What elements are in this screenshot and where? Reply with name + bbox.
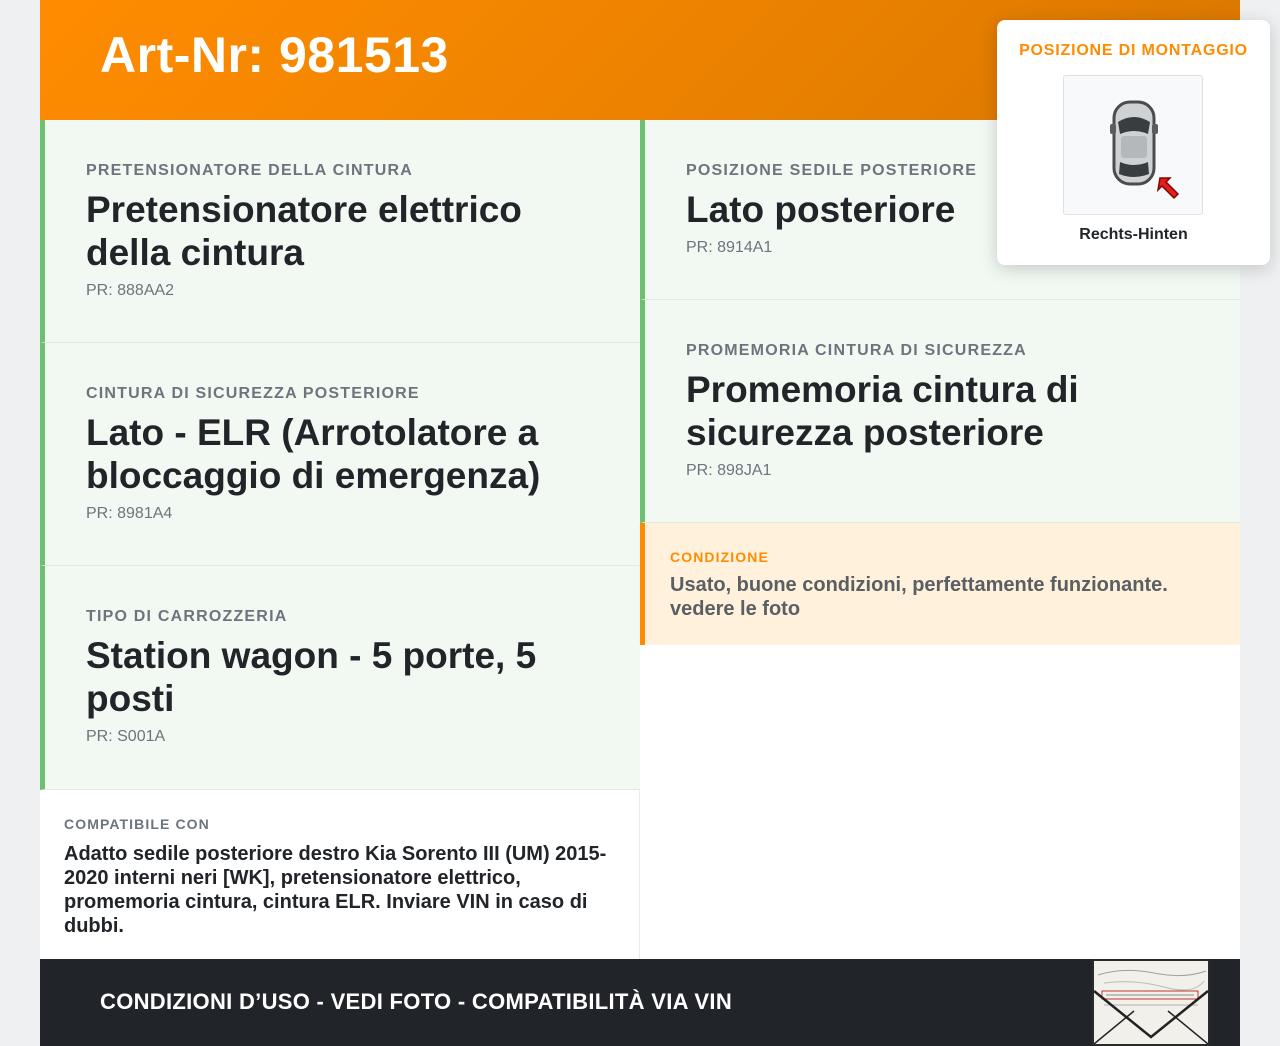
mounting-position-image (1063, 75, 1203, 215)
spec-card-pr-code: PR: 8981A4 (86, 505, 173, 522)
spec-card-pr-code: PR: 898JA1 (686, 462, 772, 479)
left-column (40, 120, 640, 790)
spec-card-pretensioner (40, 120, 640, 343)
spec-card-value: Promemoria cintura di sicurezza posteriore (686, 369, 1079, 453)
spec-card-value: Station wagon - 5 porte, 5 posti (86, 635, 537, 719)
condition-panel (640, 523, 1240, 645)
spec-card-label: PROMEMORIA CINTURA DI SICUREZZA (686, 342, 1027, 359)
spec-card-pr-code: PR: 888AA2 (86, 282, 175, 299)
stamp-photo-thumbnail[interactable] (1092, 959, 1210, 1046)
compatibility-panel (40, 790, 640, 959)
compatibility-label: COMPATIBILE CON (64, 816, 210, 832)
condition-text: Usato, buone condizioni, perfettamente funzionante. vedere le foto (670, 574, 1168, 620)
mounting-position-caption: Rechts-Hinten (1079, 226, 1188, 243)
mounting-position-box (997, 20, 1270, 265)
condition-label: CONDIZIONE (670, 549, 769, 565)
car-top-view-icon (1064, 76, 1202, 214)
spec-card-value: Pretensionatore elettrico della cintura (86, 189, 522, 273)
spec-card-rear-belt (40, 343, 640, 566)
mounting-position-title: POSIZIONE DI MONTAGGIO (1019, 42, 1248, 59)
envelope-stamp-icon (1094, 961, 1208, 1044)
footer-bar (40, 959, 1240, 1046)
spec-card-belt-reminder (640, 300, 1240, 523)
spec-card-label: CINTURA DI SICUREZZA POSTERIORE (86, 385, 420, 402)
compatibility-text: Adatto sedile posteriore destro Kia Sorento III (UM) 2015-2020 interni neri [WK], pretensionatore elettrico, promemoria cintura, cintura ELR. Inviare VIN in caso di dubbi. (64, 843, 607, 937)
spec-card-value: Lato posteriore (686, 189, 956, 230)
spec-card-body-type (40, 566, 640, 790)
product-sheet (40, 0, 1248, 1046)
spec-card-value: Lato - ELR (Arrotolatore a bloccaggio di emergenza) (86, 412, 541, 496)
spec-card-pr-code: PR: 8914A1 (686, 239, 773, 256)
spec-card-label: PRETENSIONATORE DELLA CINTURA (86, 162, 413, 179)
spec-card-label: TIPO DI CARROZZERIA (86, 608, 288, 625)
spec-card-label: POSIZIONE SEDILE POSTERIORE (686, 162, 978, 179)
article-number-title: Art-Nr: 981513 (100, 27, 449, 83)
footer-text: CONDIZIONI D’USO - VEDI FOTO - COMPATIBILITÀ VIA VIN (100, 989, 733, 1014)
spec-card-pr-code: PR: S001A (86, 728, 166, 745)
